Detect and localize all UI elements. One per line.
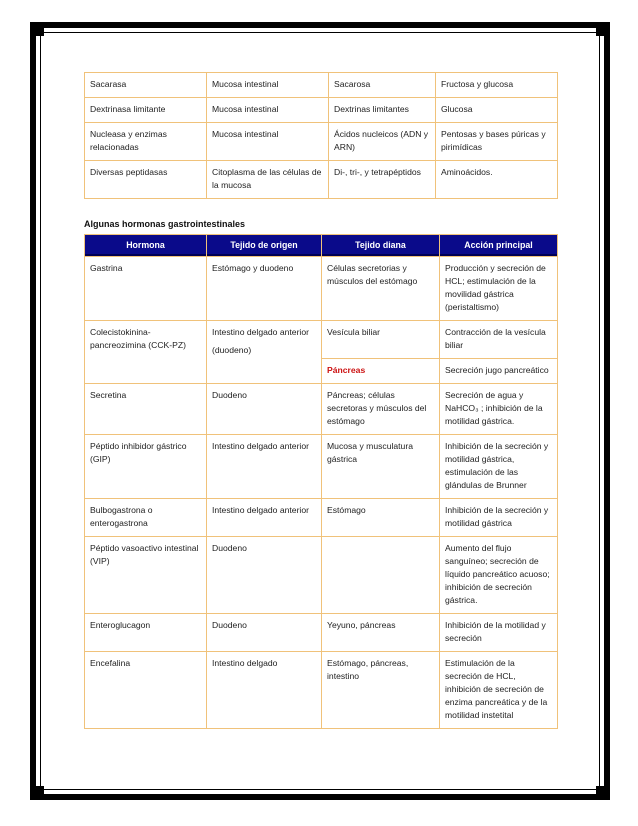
table-row (85, 257, 558, 321)
action-cell: Inhibición de la secreción y motilidad gástrica (440, 499, 558, 537)
table-cell: Dextrinas limitantes (329, 98, 436, 123)
target-cell (322, 537, 440, 614)
origin-cell (207, 321, 322, 384)
action-cell: Estimulación de la secreción de HCL, inhibición de secreción de enzima pancreática y de la motilidad instetital (440, 652, 558, 729)
target-cell: Estómago, páncreas, intestino (322, 652, 440, 729)
table-cell: Ácidos nucleicos (ADN y ARN) (329, 123, 436, 161)
hormone-cell: Péptido inhibidor gástrico (GIP) (85, 435, 207, 499)
origin-cell: Estómago y duodeno (207, 257, 322, 321)
table-cell: Mucosa intestinal (207, 123, 329, 161)
origin-cell: Duodeno (207, 537, 322, 614)
table-row (85, 73, 558, 98)
table-row (85, 614, 558, 652)
table-row (85, 499, 558, 537)
table-cell: Citoplasma de las células de la mucosa (207, 161, 329, 199)
origin-cell: Intestino delgado (207, 652, 322, 729)
action-cell: Inhibición de la secreción y motilidad gástrica, estimulación de las glándulas de Brunner (440, 435, 558, 499)
hormone-cell: Encefalina (85, 652, 207, 729)
table-cell: Mucosa intestinal (207, 73, 329, 98)
column-header-target: Tejido diana (322, 235, 440, 257)
table-cell: Fructosa y glucosa (436, 73, 558, 98)
target-cell: Células secretorias y músculos del estómago (322, 257, 440, 321)
document-content (84, 72, 557, 729)
origin-cell: Intestino delgado anterior (207, 499, 322, 537)
hormone-cell: Bulbogastrona o enterogastrona (85, 499, 207, 537)
table-cell: Nucleasa y enzimas relacionadas (85, 123, 207, 161)
action-cell: Secreción jugo pancreático (440, 359, 558, 384)
table-row (85, 161, 558, 199)
origin-cell: Intestino delgado anterior (207, 435, 322, 499)
table-cell: Pentosas y bases púricas y pirimídicas (436, 123, 558, 161)
origin-cell: Duodeno (207, 384, 322, 435)
hormone-cell: Gastrina (85, 257, 207, 321)
action-cell: Inhibición de la motilidad y secreción (440, 614, 558, 652)
table-cell: Dextrinasa limitante (85, 98, 207, 123)
hormone-cell: Secretina (85, 384, 207, 435)
action-cell: Contracción de la vesícula biliar (440, 321, 558, 359)
column-header-origin: Tejido de origen (207, 235, 322, 257)
target-cell: Yeyuno, páncreas (322, 614, 440, 652)
table-row (85, 652, 558, 729)
action-cell: Aumento del flujo sanguíneo; secreción de líquido pancreático acuoso; inhibición de secreción gástrica. (440, 537, 558, 614)
table-cell: Sacarasa (85, 73, 207, 98)
column-header-action: Acción principal (440, 235, 558, 257)
origin-text: Intestino delgado anterior (212, 327, 309, 337)
table-cell: Aminoácidos. (436, 161, 558, 199)
hormone-cell: Colecistokinina-pancreozimina (CCK-PZ) (85, 321, 207, 384)
target-cell-highlight: Páncreas (322, 359, 440, 384)
origin-extra-text: (duodeno) (212, 345, 252, 355)
action-cell: Secreción de agua y NaHCO₃ ; inhibición de la motilidad gástrica. (440, 384, 558, 435)
hormones-table (84, 234, 558, 729)
target-cell: Estómago (322, 499, 440, 537)
table-row (85, 537, 558, 614)
section-title: Algunas hormonas gastrointestinales (84, 219, 246, 229)
table-cell: Glucosa (436, 98, 558, 123)
table-row (85, 98, 558, 123)
table-cell: Diversas peptidasas (85, 161, 207, 199)
table-row (85, 384, 558, 435)
action-cell: Producción y secreción de HCL; estimulación de la movilidad gástrica (peristaltismo) (440, 257, 558, 321)
table-cell: Sacarosa (329, 73, 436, 98)
enzymes-table (84, 72, 558, 199)
column-header-hormone: Hormona (85, 235, 207, 257)
target-cell: Vesícula biliar (322, 321, 440, 359)
origin-cell: Duodeno (207, 614, 322, 652)
table-header-row (85, 235, 558, 257)
table-row (85, 435, 558, 499)
table-cell: Mucosa intestinal (207, 98, 329, 123)
target-cell: Mucosa y musculatura gástrica (322, 435, 440, 499)
table-cell: Di-, tri-, y tetrapéptidos (329, 161, 436, 199)
target-cell: Páncreas; células secretoras y músculos del estómago (322, 384, 440, 435)
hormone-cell: Péptido vasoactivo intestinal (VIP) (85, 537, 207, 614)
hormone-cell: Enteroglucagon (85, 614, 207, 652)
table-row (85, 123, 558, 161)
table-row (85, 321, 558, 359)
